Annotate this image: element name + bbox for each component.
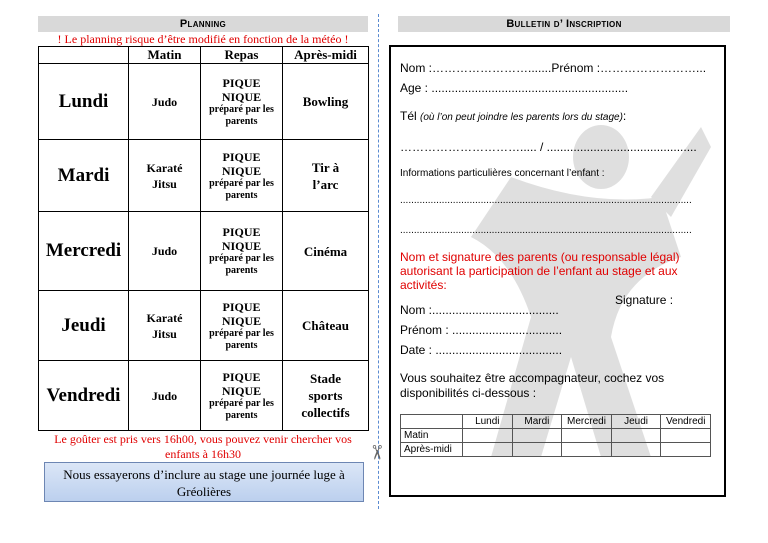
dispo-checkbox[interactable] [611, 443, 661, 457]
repas-cell [201, 212, 283, 291]
tel-label: Tél [400, 109, 417, 123]
tel-label-row [400, 109, 626, 125]
header-repas: Repas [201, 47, 283, 64]
infos-line-1[interactable]: ......................................................................................................... [400, 195, 692, 206]
dispo-row [401, 443, 711, 457]
planning-header-row [39, 47, 369, 64]
header-empty [39, 47, 129, 64]
dispo-day-header: Lundi [463, 415, 513, 429]
tel-colon: : [622, 109, 627, 123]
planning-table [38, 46, 369, 431]
signature-prenom-field[interactable]: Prénom : ................................. [400, 323, 563, 337]
header-apres-midi: Après-midi [283, 47, 369, 64]
weather-warning: ! Le planning risque d’être modifié en fonction de la météo ! [57, 32, 349, 46]
planning-title: Planning [38, 16, 368, 32]
planning-row [39, 212, 369, 291]
repas-line-1: PIQUE [222, 225, 261, 239]
nom-prenom-field[interactable]: Nom :…………………….......Prénom :……………………... [400, 61, 707, 75]
repas-note: préparé par les parents [209, 327, 274, 351]
signature-date-field[interactable]: Date : ...................................... [400, 343, 563, 357]
dispo-day-header: Jeudi [611, 415, 661, 429]
infos-label: Informations particulières concernant l’enfant : [400, 168, 605, 179]
dispo-row-label: Matin [401, 429, 463, 443]
dispo-day-header: Mercredi [562, 415, 612, 429]
accompagnateur-text: Vous souhaitez être accompagnateur, cochez vos disponibilités ci-dessous : [400, 371, 665, 400]
dispo-row-label: Après-midi [401, 443, 463, 457]
repas-line-1: PIQUE [222, 299, 261, 314]
dispo-checkbox[interactable] [463, 443, 513, 457]
dispo-checkbox[interactable] [562, 443, 612, 457]
tel-note: (où l’on peut joindre les parents lors du stage) [420, 112, 623, 123]
signature-nom-field[interactable]: Nom :...................................... [400, 303, 559, 317]
dispo-day-header: Mardi [512, 415, 562, 429]
luge-banner: Nous essayerons d’inclure au stage une journée luge à Gréolières [44, 462, 364, 502]
repas-note: préparé par les parents [209, 103, 274, 127]
day-cell: Mardi [39, 140, 129, 212]
repas-cell [201, 140, 283, 212]
matin-cell: Judo [129, 212, 201, 291]
repas-cell [201, 291, 283, 361]
infos-line-2[interactable]: ......................................................................................................... [400, 225, 692, 236]
repas-line-2: NIQUE [221, 313, 262, 328]
repas-cell [201, 64, 283, 140]
repas-note: préparé par les parents [209, 397, 274, 421]
dispo-checkbox[interactable] [463, 429, 513, 443]
dispo-checkbox[interactable] [661, 443, 711, 457]
dispo-checkbox[interactable] [512, 443, 562, 457]
gouter-note: Le goûter est pris vers 16h00, vous pouvez venir chercher vos enfants à 16h30 [54, 432, 352, 461]
matin-cell: Karaté Jitsu [129, 291, 201, 361]
matin-cell: Judo [129, 64, 201, 140]
repas-line-1: PIQUE [222, 149, 261, 164]
dispo-checkbox[interactable] [611, 429, 661, 443]
age-field[interactable]: Age : ........................................................... [400, 81, 629, 95]
planning-row [39, 291, 369, 361]
dispo-checkbox[interactable] [661, 429, 711, 443]
repas-cell [201, 361, 283, 431]
dispo-day-header: Vendredi [661, 415, 711, 429]
apres-midi-cell: Bowling [283, 64, 369, 140]
bulletin-title: Bulletin d’ Inscription [398, 16, 730, 32]
repas-line-2: NIQUE [221, 163, 262, 178]
matin-cell: Judo [129, 361, 201, 431]
autorisation-text: Nom et signature des parents (ou responsable légal) autorisant la participation de l’enfant au stage et aux activités: [400, 250, 680, 292]
header-matin: Matin [129, 47, 201, 64]
planning-row [39, 140, 369, 212]
apres-midi-cell: Château [283, 291, 369, 361]
inscription-form [389, 45, 726, 497]
repas-line-2: NIQUE [221, 89, 262, 104]
signature-label: Signature : [615, 293, 674, 307]
dispo-header-row [401, 415, 711, 429]
planning-row [39, 361, 369, 431]
repas-line-1: PIQUE [222, 369, 261, 384]
day-cell: Vendredi [39, 361, 129, 431]
dispo-corner [401, 415, 463, 429]
cut-line [378, 14, 379, 509]
scissors-icon: ✂ [364, 444, 387, 461]
day-cell: Lundi [39, 64, 129, 140]
planning-row [39, 64, 369, 140]
matin-cell: Karaté Jitsu [129, 140, 201, 212]
dispo-checkbox[interactable] [512, 429, 562, 443]
repas-line-1: PIQUE [222, 75, 261, 90]
apres-midi-cell: Tir à l’arc [283, 140, 369, 212]
dispo-checkbox[interactable] [562, 429, 612, 443]
apres-midi-cell: Stade sports collectifs [283, 361, 369, 431]
tel-field[interactable]: …………………………..... / ............................................. [400, 140, 697, 154]
apres-midi-cell: Cinéma [283, 212, 369, 291]
repas-line-2: NIQUE [221, 239, 262, 253]
dispo-row [401, 429, 711, 443]
repas-note: préparé par les parents [209, 253, 274, 276]
day-cell: Mercredi [39, 212, 129, 291]
day-cell: Jeudi [39, 291, 129, 361]
repas-note: préparé par les parents [209, 177, 274, 201]
disponibilites-table [400, 414, 711, 457]
repas-line-2: NIQUE [221, 383, 262, 398]
